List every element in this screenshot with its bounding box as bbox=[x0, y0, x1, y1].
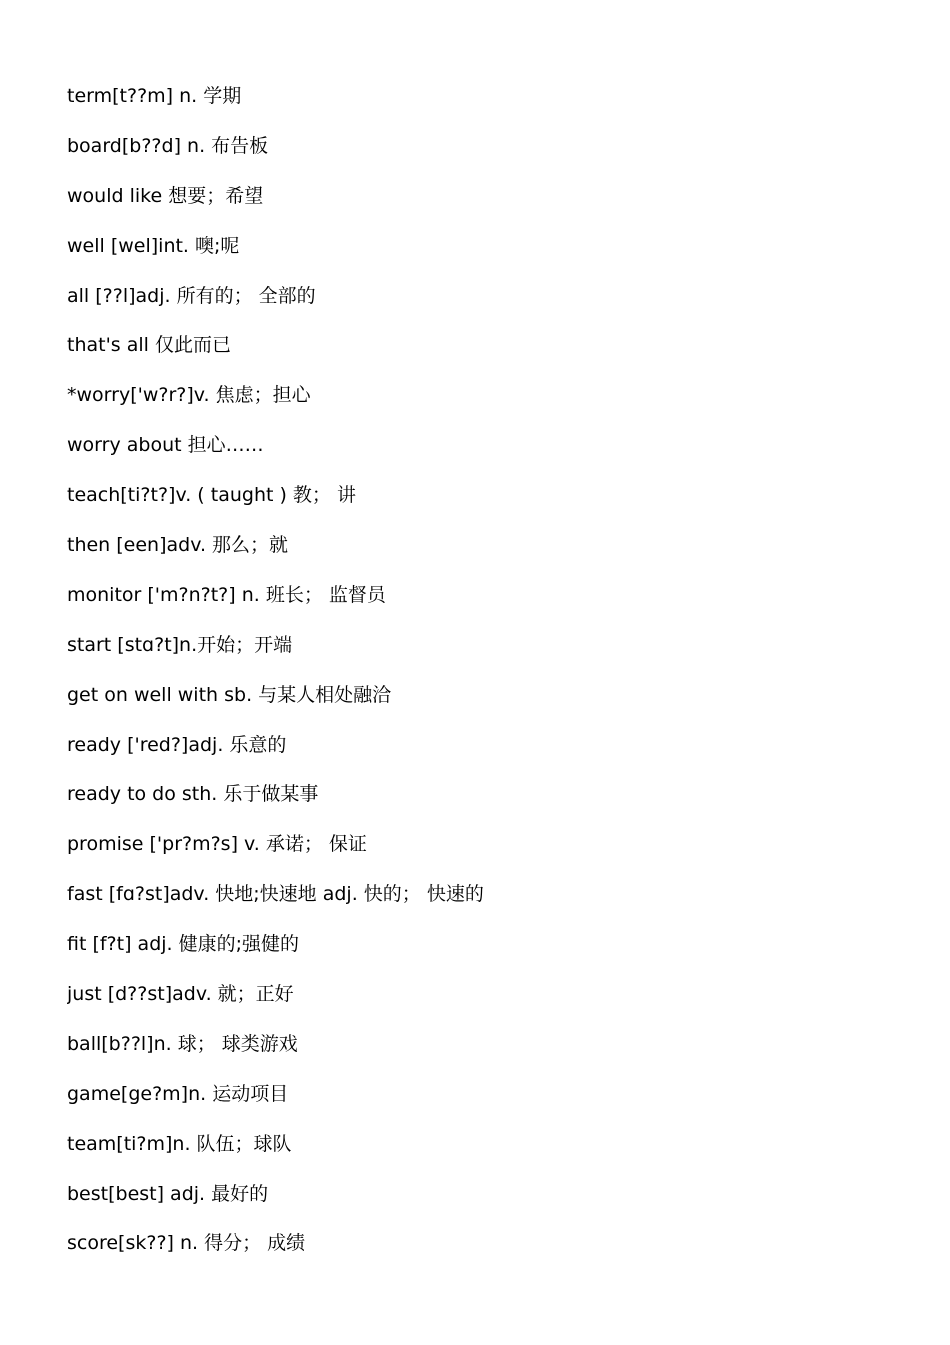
vocab-entry: worry about 担心…… bbox=[67, 434, 264, 457]
vocab-entry: that's all 仅此而已 bbox=[67, 334, 231, 357]
vocab-entry: all [??l]adj. 所有的； 全部的 bbox=[67, 284, 316, 307]
vocab-entry: ready to do sth. 乐于做某事 bbox=[67, 783, 319, 806]
vocab-entry: team[ti?m]n. 队伍；球队 bbox=[67, 1132, 292, 1155]
vocab-entry: just [d??st]adv. 就；正好 bbox=[67, 983, 294, 1006]
vocab-entry: ready ['red?]adj. 乐意的 bbox=[67, 733, 287, 756]
vocab-entry: get on well with sb. 与某人相处融洽 bbox=[67, 683, 392, 706]
vocab-entry: fit [f?t] adj. 健康的;强健的 bbox=[67, 933, 300, 956]
vocab-entry: score[sk??] n. 得分； 成绩 bbox=[67, 1232, 306, 1255]
vocab-entry: promise ['pr?m?s] v. 承诺； 保证 bbox=[67, 833, 367, 856]
vocab-entry: well [wel]int. 噢;呢 bbox=[67, 234, 240, 257]
vocab-entry: fast [fɑ?st]adv. 快地;快速地 adj. 快的； 快速的 bbox=[67, 883, 484, 906]
vocab-entry: ball[b??l]n. 球； 球类游戏 bbox=[67, 1032, 298, 1055]
vocab-entry: *worry['w?r?]v. 焦虑；担心 bbox=[67, 384, 311, 407]
vocab-entry: game[ge?m]n. 运动项目 bbox=[67, 1082, 289, 1105]
vocabulary-list bbox=[67, 83, 907, 1280]
vocab-entry: term[t??m] n. 学期 bbox=[67, 85, 242, 107]
vocab-entry: board[b??d] n. 布告板 bbox=[67, 134, 269, 157]
vocab-entry: would like 想要；希望 bbox=[67, 184, 264, 207]
vocab-entry: start [stɑ?t]n.开始；开端 bbox=[67, 633, 293, 656]
vocab-entry: then [een]adv. 那么；就 bbox=[67, 534, 289, 557]
vocab-entry: best[best] adj. 最好的 bbox=[67, 1182, 269, 1205]
vocab-entry: teach[ti?t?]v. ( taught ) 教； 讲 bbox=[67, 484, 356, 507]
vocab-entry: monitor ['m?n?t?] n. 班长； 监督员 bbox=[67, 583, 386, 606]
